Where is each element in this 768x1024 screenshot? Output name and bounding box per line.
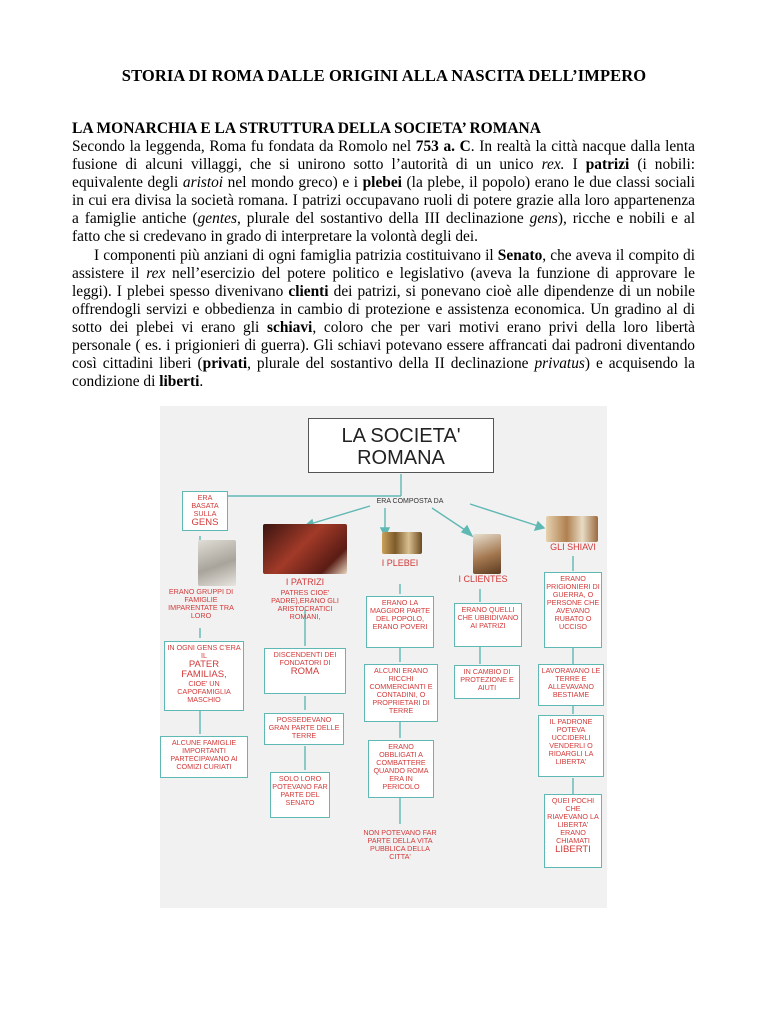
clientes-header: I CLIENTES bbox=[458, 574, 508, 584]
gruppi-box: ERANO GRUPPI DI FAMIGLIE IMPARENTATE TRA LORO bbox=[168, 587, 234, 620]
liberti-label: LIBERTI bbox=[555, 844, 591, 855]
gens-box bbox=[182, 491, 228, 531]
document-title: STORIA DI ROMA DALLE ORIGINI ALLA NASCITA DELL’IMPERO bbox=[121, 66, 647, 85]
schiavi-box-4-text: QUEI POCHI CHE RIAVEVANO LA LIBERTA' ERANO CHIAMATI bbox=[547, 796, 599, 845]
schiavi-box-2: LAVORAVANO LE TERRE E ALLEVAVANO BESTIAME bbox=[538, 664, 604, 706]
paragraph-2: I componenti più anziani di ogni famiglia patrizia costituivano il Senato, che aveva il compito di assistere il rex nell’esercizio del potere politico e legislativo (aveva la funzione di approvare le leggi). I plebei spesso divenivano clienti dei patrizi, si ponevano cioè alle dipendenze di un nobile offrendogli servizi e obbedienza in cambio di protezione e assistenza economica. Un gradino al di sotto dei plebei vi erano gli schiavi, coloro che per vari motivi erano privi della loro libertà personale ( es. i prigionieri di guerra). Gli schiavi potevano essere affrancati dai padroni diventando così cittadini liberi (privati, plurale del sostantivo della II declinazione privatus) e acquisendo la condizione di liberti. bbox=[72, 246, 696, 391]
clientes-box-2: IN CAMBIO DI PROTEZIONE E AIUTI bbox=[454, 665, 520, 699]
pater-label: PATER FAMILIAS, bbox=[181, 659, 227, 680]
plebei-image bbox=[382, 532, 422, 554]
schiavi-box-3: IL PADRONE POTEVA UCCIDERLI VENDERLI O RIDARGLI LA LIBERTA' bbox=[538, 715, 604, 777]
plebei-box-1: ERANO LA MAGGIOR PARTE DEL POPOLO, ERANO POVERI bbox=[366, 596, 434, 648]
plebei-box-4: NON POTEVANO FAR PARTE DELLA VITA PUBBLICA DELLA CITTA' bbox=[363, 828, 437, 861]
concept-map bbox=[160, 406, 607, 908]
ogni-gens-text: IN OGNI GENS C'ERA IL bbox=[167, 643, 241, 660]
patrizi-header: I PATRIZI bbox=[285, 577, 325, 587]
schiavi-box-1: ERANO PRIGIONIERI DI GUERRA, O PERSONE CHE AVEVANO RUBATO O UCCISO bbox=[544, 572, 602, 648]
patrizi-def: PATRES CIOE' PADRE),ERANO GLI ARISTOCRATICI ROMANI, bbox=[271, 588, 339, 621]
schiavi-box-4 bbox=[544, 794, 602, 868]
composed-label: ERA COMPOSTA DA bbox=[376, 498, 444, 505]
schiavi-header: GLI SHIAVI bbox=[550, 542, 596, 552]
possedevano-box: POSSEDEVANO GRAN PARTE DELLE TERRE bbox=[264, 713, 344, 745]
senato-box: SOLO LORO POTEVANO FAR PARTE DEL SENATO bbox=[270, 772, 330, 818]
pater-box bbox=[164, 641, 244, 711]
plebei-header: I PLEBEI bbox=[381, 558, 419, 568]
clientes-box-1: ERANO QUELLI CHE UBBIDIVANO AI PATRIZI bbox=[454, 603, 522, 647]
plebei-box-2: ALCUNI ERANO RICCHI COMMERCIANTI E CONTADINI, O PROPRIETARI DI TERRE bbox=[364, 664, 438, 722]
paragraph-1: Secondo la leggenda, Roma fu fondata da Romolo nel 753 a. C. In realtà la città nacque dalla lenta fusione di alcuni villaggi, che si unirono sotto l’autorità di un unico rex. I patrizi (i nobili: equivalente degli aristoi nel mondo greco) e i plebei (la plebe, il popolo) erano le due classi sociali in cui era divisa la società romana. I patrizi occupavano ruoli di potere grazie alla loro appartenenza a famiglie antiche (gentes, plurale del sostantivo della III declinazione gens), ricche e nobili e al fatto che si credevano in grado di interpretare la volontà degli dei. bbox=[72, 138, 695, 246]
plebei-box-3: ERANO OBBLIGATI A COMBATTERE QUANDO ROMA ERA IN PERICOLO bbox=[368, 740, 434, 798]
comizi-box: ALCUNE FAMIGLIE IMPORTANTI PARTECIPAVANO AI COMIZI CURIATI bbox=[160, 736, 248, 778]
schiavi-image bbox=[546, 516, 598, 542]
clientes-image bbox=[473, 534, 501, 574]
capofam-text: CIOE' UN CAPOFAMIGLIA MASCHIO bbox=[177, 679, 231, 704]
family-illustration bbox=[198, 540, 236, 586]
body-text bbox=[72, 138, 695, 391]
discendenti-box bbox=[264, 648, 346, 694]
roma-label: ROMA bbox=[290, 666, 320, 677]
patrizi-image bbox=[263, 524, 347, 574]
discendenti-text: DISCENDENTI DEI FONDATORI DI bbox=[273, 650, 337, 667]
gens-label: GENS bbox=[191, 517, 219, 528]
section-title: LA MONARCHIA E LA STRUTTURA DELLA SOCIETA’ ROMANA bbox=[72, 120, 541, 137]
gens-box-text: ERA BASATA SULLA bbox=[191, 493, 219, 518]
main-title-box: LA SOCIETA' ROMANA bbox=[308, 418, 494, 473]
